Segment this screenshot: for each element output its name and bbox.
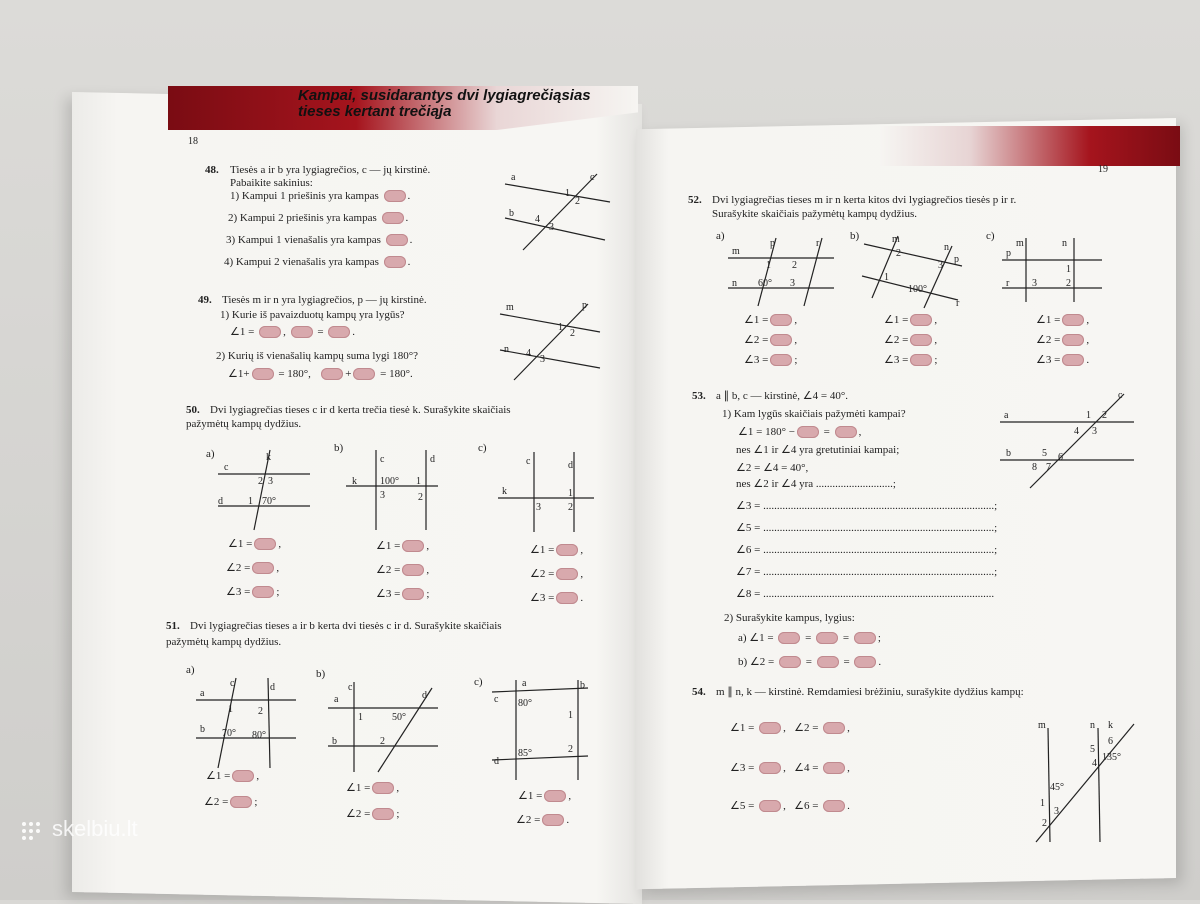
problem-52-number: 52. — [688, 194, 702, 206]
problem-53-text: a ∥ b, c — kirstinė, ∠4 = 40°. — [716, 390, 848, 402]
label-4: 4 — [535, 214, 540, 225]
part-b-label: b) — [334, 442, 344, 454]
svg-text:2: 2 — [1102, 410, 1107, 421]
svg-text:k: k — [1108, 720, 1113, 731]
svg-text:c: c — [380, 454, 385, 465]
svg-text:80°: 80° — [518, 698, 532, 709]
problem-49-q2-answer: ∠1+ = 180°, + = 180°. — [228, 368, 413, 380]
svg-text:p: p — [770, 238, 775, 249]
figure-48 — [505, 170, 615, 250]
svg-text:n: n — [1062, 238, 1067, 249]
svg-text:p: p — [582, 300, 587, 311]
answer-blob — [382, 212, 404, 224]
svg-text:1: 1 — [1066, 264, 1071, 275]
svg-text:r: r — [816, 238, 820, 249]
problem-54-number: 54. — [692, 686, 706, 698]
svg-text:2: 2 — [258, 476, 263, 487]
svg-text:d: d — [494, 756, 499, 767]
label-c: c — [590, 172, 595, 183]
watermark-dots-icon — [22, 822, 46, 840]
svg-text:r: r — [1006, 278, 1010, 289]
svg-text:c: c — [230, 678, 235, 689]
svg-text:2: 2 — [258, 706, 263, 717]
problem-49-q2: 2) Kurių iš vienašalių kampų suma lygi 180°? — [216, 350, 419, 362]
svg-text:m: m — [506, 302, 514, 313]
svg-text:c: c — [494, 694, 499, 705]
problem-48-item: 2) Kampui 2 priešinis yra kampas . — [228, 212, 409, 224]
figure-51b — [328, 682, 448, 772]
label-a: a — [511, 172, 516, 183]
answer-blob — [384, 256, 406, 268]
figure-50a — [218, 450, 318, 530]
svg-text:p: p — [1006, 248, 1011, 259]
svg-text:1: 1 — [1086, 410, 1091, 421]
label-b: b — [509, 208, 514, 219]
svg-text:1: 1 — [228, 704, 233, 715]
svg-text:1: 1 — [1040, 798, 1045, 809]
figure-52b — [862, 236, 972, 308]
svg-text:2: 2 — [568, 744, 573, 755]
figure-51a — [196, 678, 306, 768]
svg-text:2: 2 — [568, 502, 573, 513]
svg-text:k: k — [352, 476, 357, 487]
svg-text:4: 4 — [1074, 426, 1079, 437]
problem-54-text: m ∥ n, k — kirstinė. Remdamiesi brėžiniu, surašykite dydžius kampų: — [716, 686, 1024, 698]
svg-text:4: 4 — [1092, 758, 1097, 769]
problem-48-item: 3) Kampui 1 vienašalis yra kampas . — [226, 234, 413, 246]
svg-text:5: 5 — [1042, 448, 1047, 459]
svg-text:50°: 50° — [392, 712, 406, 723]
svg-text:b: b — [332, 736, 337, 747]
svg-text:m: m — [1016, 238, 1024, 249]
svg-text:r: r — [956, 298, 960, 309]
svg-text:3: 3 — [380, 490, 385, 501]
svg-text:1: 1 — [766, 260, 771, 271]
chapter-title-line2: tieses kertant trečiąja — [298, 103, 452, 120]
svg-text:a: a — [334, 694, 339, 705]
header-banner-right — [880, 126, 1180, 166]
svg-text:d: d — [218, 496, 223, 507]
svg-text:1: 1 — [248, 496, 253, 507]
svg-text:2: 2 — [896, 248, 901, 259]
figure-52a — [728, 238, 838, 308]
svg-text:d: d — [568, 460, 573, 471]
figure-49 — [500, 300, 610, 380]
problem-50-text: Dvi lygiagrečias tieses c ir d kerta trečia tiesė k. Surašykite skaičiais — [210, 404, 511, 416]
chapter-title-line1: Kampai, susidarantys dvi lygiagrečiąsias — [298, 87, 591, 104]
svg-text:80°: 80° — [252, 730, 266, 741]
problem-53-number: 53. — [692, 390, 706, 402]
svg-text:3: 3 — [540, 354, 545, 365]
svg-text:b: b — [200, 724, 205, 735]
svg-text:2: 2 — [418, 492, 423, 503]
problem-51-text2: pažymėtų kampų dydžius. — [166, 636, 282, 648]
svg-text:7: 7 — [1046, 462, 1051, 473]
problem-49-number: 49. — [198, 294, 212, 306]
svg-text:1: 1 — [416, 476, 421, 487]
label-3: 3 — [549, 222, 554, 233]
svg-text:d: d — [422, 690, 427, 701]
problem-53-q1: 1) Kam lygūs skaičiais pažymėti kampai? — [722, 408, 906, 420]
answer-blob — [384, 190, 406, 202]
figure-50b — [346, 450, 446, 530]
svg-text:85°: 85° — [518, 748, 532, 759]
svg-text:2: 2 — [1042, 818, 1047, 829]
svg-text:2: 2 — [792, 260, 797, 271]
svg-text:2: 2 — [1066, 278, 1071, 289]
part-a-label: a) — [206, 448, 215, 460]
svg-text:k: k — [266, 452, 271, 463]
svg-text:c: c — [224, 462, 229, 473]
problem-50-number: 50. — [186, 404, 200, 416]
svg-text:n: n — [732, 278, 737, 289]
problem-51-number: 51. — [166, 620, 180, 632]
svg-text:3: 3 — [938, 260, 943, 271]
svg-text:c: c — [348, 682, 353, 693]
svg-text:a: a — [1004, 410, 1009, 421]
svg-text:n: n — [1090, 720, 1095, 731]
figure-53 — [1000, 388, 1140, 488]
svg-text:3: 3 — [1054, 806, 1059, 817]
problem-49-q1-answer: ∠1 = , = . — [230, 326, 356, 338]
svg-text:3: 3 — [1032, 278, 1037, 289]
figure-50c — [498, 452, 598, 532]
svg-text:100°: 100° — [908, 284, 927, 295]
problem-51-text: Dvi lygiagrečias tieses a ir b kerta dvi tiesės c ir d. Surašykite skaičiais — [190, 620, 502, 632]
svg-text:1: 1 — [558, 322, 563, 333]
svg-text:3: 3 — [536, 502, 541, 513]
svg-text:n: n — [944, 242, 949, 253]
problem-48-item: 1) Kampui 1 priešinis yra kampas . — [230, 190, 411, 202]
problem-48-item: 4) Kampui 2 vienašalis yra kampas . — [224, 256, 411, 268]
problem-50-text2: pažymėtų kampų dydžius. — [186, 418, 302, 430]
svg-text:3: 3 — [790, 278, 795, 289]
svg-text:135°: 135° — [1102, 752, 1121, 763]
problem-48-number: 48. — [205, 164, 219, 176]
svg-text:1: 1 — [884, 272, 889, 283]
svg-text:70°: 70° — [262, 496, 276, 507]
part-c-label: c) — [478, 442, 487, 454]
answer-blob — [386, 234, 408, 246]
svg-text:1: 1 — [358, 712, 363, 723]
svg-text:b: b — [1006, 448, 1011, 459]
svg-text:100°: 100° — [380, 476, 399, 487]
svg-text:d: d — [430, 454, 435, 465]
problem-52-text2: Surašykite skaičiais pažymėtų kampų dydžius. — [712, 208, 917, 220]
svg-text:c: c — [1118, 390, 1123, 401]
problem-48-text: Tiesės a ir b yra lygiagrečios, c — jų kirstinė. — [230, 164, 431, 176]
svg-text:k: k — [502, 486, 507, 497]
figure-51c — [492, 680, 592, 780]
svg-text:8: 8 — [1032, 462, 1037, 473]
svg-text:n: n — [504, 344, 509, 355]
svg-text:c: c — [526, 456, 531, 467]
problem-49-text: Tiesės m ir n yra lygiagrečios, p — jų kirstinė. — [222, 294, 427, 306]
svg-text:70°: 70° — [222, 728, 236, 739]
svg-text:2: 2 — [380, 736, 385, 747]
figure-54 — [1030, 718, 1150, 848]
svg-text:2: 2 — [570, 328, 575, 339]
svg-text:3: 3 — [268, 476, 273, 487]
svg-text:a: a — [522, 678, 527, 689]
problem-48-sub: Pabaikite sakinius: — [230, 177, 313, 189]
svg-text:60°: 60° — [758, 278, 772, 289]
problem-52-text: Dvi lygiagrečias tieses m ir n kerta kitos dvi lygiagrečios tiesės p ir r. — [712, 194, 1017, 206]
svg-text:m: m — [1038, 720, 1046, 731]
figure-52c — [1002, 238, 1106, 302]
page-number-left: 18 — [188, 136, 198, 147]
svg-text:p: p — [954, 254, 959, 265]
svg-text:5: 5 — [1090, 744, 1095, 755]
svg-text:45°: 45° — [1050, 782, 1064, 793]
svg-text:1: 1 — [568, 710, 573, 721]
svg-text:a: a — [200, 688, 205, 699]
label-1: 1 — [565, 188, 570, 199]
svg-text:1: 1 — [568, 488, 573, 499]
problem-49-q1: 1) Kurie iš pavaizduotų kampų yra lygūs? — [220, 309, 405, 321]
svg-text:6: 6 — [1108, 736, 1113, 747]
svg-text:d: d — [270, 682, 275, 693]
page-number-right: 19 — [1098, 164, 1108, 175]
svg-text:m: m — [892, 234, 900, 245]
svg-text:b: b — [580, 680, 585, 691]
watermark-text: skelbiu.lt — [52, 816, 138, 841]
svg-text:6: 6 — [1058, 452, 1063, 463]
svg-text:m: m — [732, 246, 740, 257]
svg-text:3: 3 — [1092, 426, 1097, 437]
svg-text:4: 4 — [526, 348, 531, 359]
label-2: 2 — [575, 196, 580, 207]
